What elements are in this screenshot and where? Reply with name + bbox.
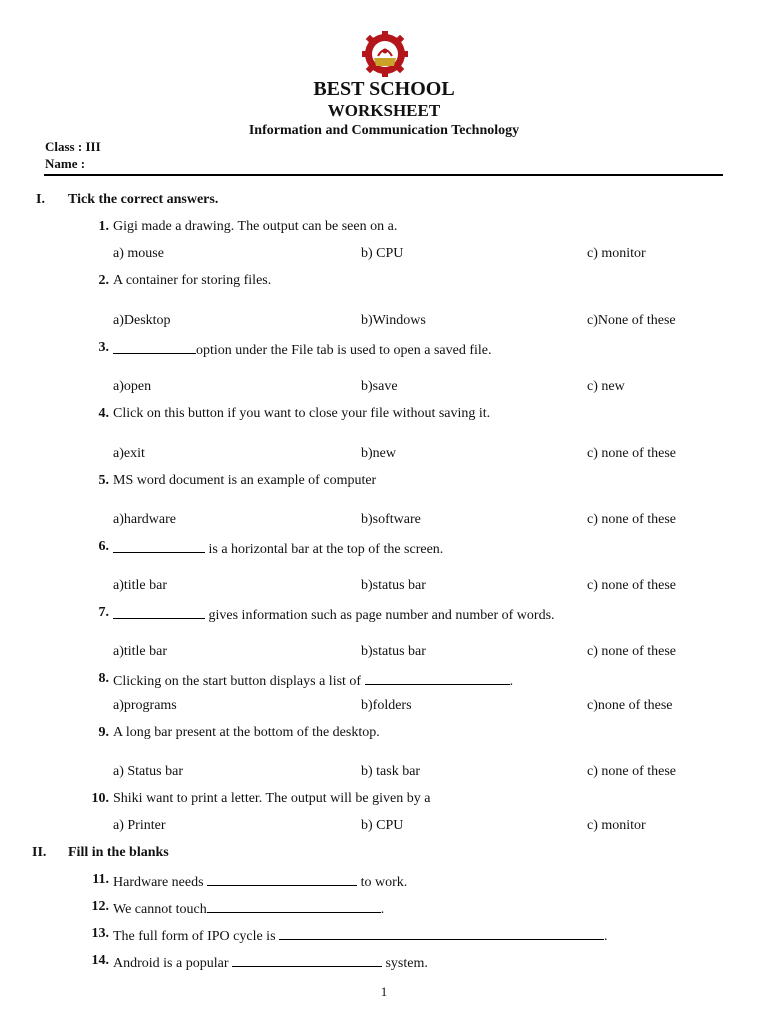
question-number: 6.: [98, 539, 109, 554]
option-c[interactable]: c) none of these: [587, 446, 677, 461]
question-8: [98, 671, 514, 690]
question-text-end: .: [604, 929, 608, 944]
question-number: 14.: [91, 953, 109, 968]
answer-blank[interactable]: [279, 926, 604, 940]
option-a[interactable]: a)Desktop: [113, 313, 171, 328]
question-text: Shiki want to print a letter. The output will be given by a: [113, 791, 431, 806]
option-c[interactable]: c) none of these: [587, 512, 677, 527]
answer-blank[interactable]: [207, 899, 381, 913]
question-text: A container for storing files.: [113, 273, 272, 288]
question-1: [98, 219, 398, 235]
blank-question-13: [91, 926, 608, 945]
blank-question-14: [91, 953, 428, 972]
option-a[interactable]: a) mouse: [113, 246, 164, 261]
answer-blank[interactable]: [365, 671, 510, 685]
option-a[interactable]: a)title bar: [113, 578, 168, 593]
question-number: 2.: [98, 273, 109, 288]
option-b[interactable]: b)folders: [361, 698, 412, 713]
question-number: 10.: [91, 791, 109, 806]
option-c[interactable]: c) none of these: [587, 644, 677, 659]
section-2-number: II.: [32, 845, 47, 860]
section-1-title: Tick the correct answers.: [68, 192, 219, 207]
option-b[interactable]: b) CPU: [361, 246, 404, 261]
question-number: 13.: [91, 926, 109, 941]
question-4: [98, 406, 491, 422]
option-a[interactable]: a)open: [113, 379, 152, 394]
question-number: 9.: [98, 725, 109, 740]
option-c[interactable]: c) none of these: [587, 578, 677, 593]
section-1-number: I.: [36, 192, 45, 207]
question-text: Clicking on the start button displays a list of: [113, 674, 362, 689]
question-text-end: option under the File tab is used to open a saved file.: [196, 343, 492, 358]
question-number: 11.: [92, 872, 109, 887]
question-text-end: system.: [385, 956, 428, 971]
question-number: 4.: [98, 406, 109, 421]
option-a[interactable]: a) Status bar: [113, 764, 183, 779]
question-10: [91, 791, 431, 807]
school-logo: [361, 30, 409, 78]
option-a[interactable]: a)exit: [113, 446, 145, 461]
option-b[interactable]: b)new: [361, 446, 396, 461]
question-text-end: .: [509, 674, 514, 689]
worksheet-title: WORKSHEET: [327, 101, 441, 120]
header-rule: [44, 174, 723, 176]
answer-blank[interactable]: [113, 340, 196, 354]
question-6: [98, 539, 444, 558]
option-a[interactable]: a)hardware: [113, 512, 176, 527]
question-text-end: to work.: [360, 875, 408, 890]
option-c[interactable]: c) monitor: [587, 246, 646, 261]
question-number: 7.: [98, 605, 109, 620]
blank-question-11: [92, 872, 408, 891]
blank-question-12: [91, 899, 385, 918]
answer-blank[interactable]: [113, 539, 205, 553]
question-text: Hardware needs: [113, 875, 204, 890]
question-number: 5.: [98, 473, 109, 488]
option-b[interactable]: b)Windows: [361, 313, 426, 328]
question-text: We cannot touch: [113, 902, 207, 917]
option-b[interactable]: b)software: [361, 512, 421, 527]
question-text-end: .: [380, 902, 385, 917]
question-number: 8.: [98, 671, 109, 686]
option-a[interactable]: a) Printer: [113, 818, 166, 833]
question-3: [98, 340, 492, 359]
question-text: MS word document is an example of computer: [113, 473, 377, 488]
answer-blank[interactable]: [232, 953, 382, 967]
option-b[interactable]: b)status bar: [361, 644, 426, 659]
answer-blank[interactable]: [113, 605, 205, 619]
option-b[interactable]: b) task bar: [361, 764, 421, 779]
option-c[interactable]: c)None of these: [587, 313, 676, 328]
question-text: Gigi made a drawing. The output can be seen on a.: [113, 219, 398, 234]
question-number: 3.: [98, 340, 109, 355]
option-b[interactable]: b) CPU: [361, 818, 404, 833]
school-name: BEST SCHOOL: [313, 78, 455, 100]
subject-title: Information and Communication Technology: [248, 123, 520, 138]
question-5: [98, 473, 377, 489]
question-text: The full form of IPO cycle is: [113, 929, 276, 944]
question-text: A long bar present at the bottom of the desktop.: [113, 725, 380, 740]
answer-blank[interactable]: [207, 872, 357, 886]
option-c[interactable]: c) new: [587, 379, 625, 394]
page-number: 1: [380, 984, 388, 999]
option-b[interactable]: b)save: [361, 379, 398, 394]
question-text: Android is a popular: [113, 956, 229, 971]
question-9: [98, 725, 380, 741]
option-a[interactable]: a)programs: [113, 698, 177, 713]
name-label: Name :: [45, 156, 86, 171]
question-2: [98, 273, 272, 289]
option-a[interactable]: a)title bar: [113, 644, 168, 659]
option-b[interactable]: b)status bar: [361, 578, 426, 593]
option-c[interactable]: c) none of these: [587, 764, 677, 779]
class-label: Class : III: [45, 139, 101, 154]
option-c[interactable]: c)none of these: [587, 698, 673, 713]
question-7: [98, 605, 555, 624]
question-text: Click on this button if you want to close your file without saving it.: [113, 406, 491, 421]
option-c[interactable]: c) monitor: [587, 818, 646, 833]
section-2-title: Fill in the blanks: [68, 845, 169, 860]
question-text-end: is a horizontal bar at the top of the screen.: [208, 542, 444, 557]
question-text-end: gives information such as page number and number of words.: [208, 608, 555, 623]
question-number: 12.: [91, 899, 109, 914]
question-number: 1.: [98, 219, 109, 234]
